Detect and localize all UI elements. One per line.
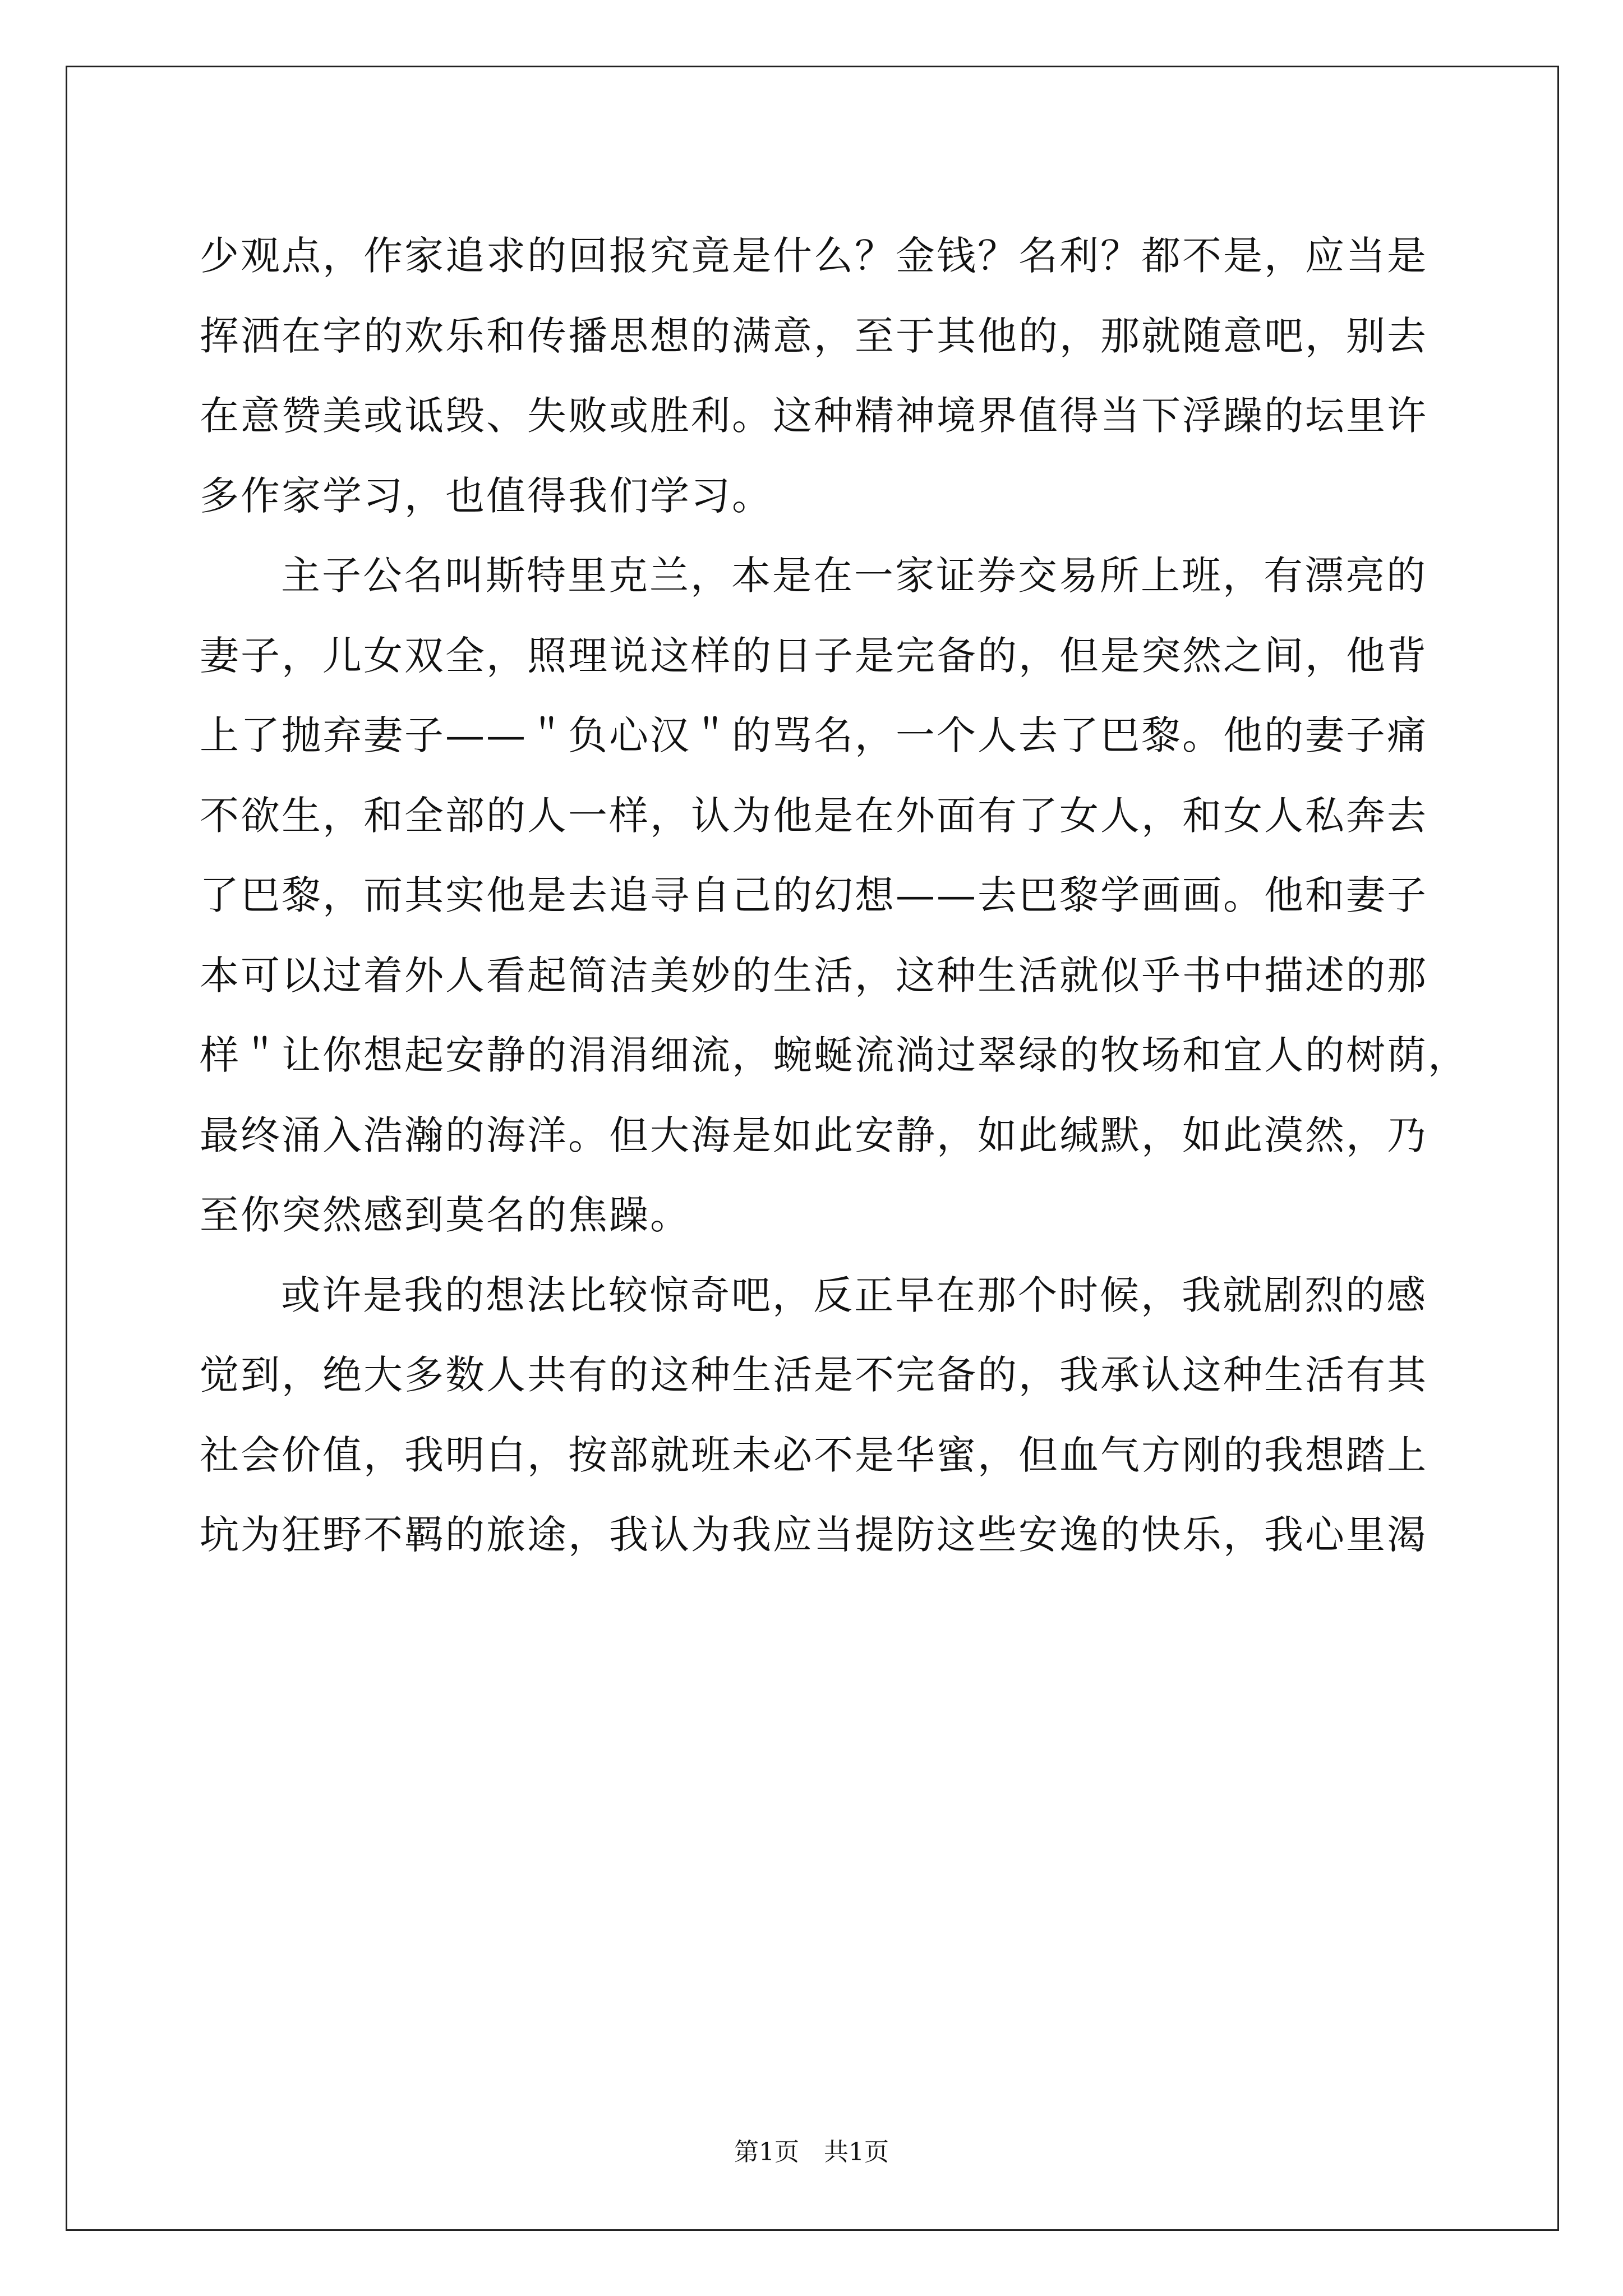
text-line: 坑为狂野不羁的旅途，我认为我应当提防这些安逸的快乐，我心里渴: [200, 1512, 1428, 1558]
page-footer: 第1页 共1页: [734, 2138, 889, 2166]
text-line: 样＂让你想起安静的涓涓细流，蜿蜒流淌过翠绿的牧场和宜人的树荫，: [200, 1032, 1469, 1078]
document-body: [200, 216, 1469, 1575]
text-line: 或许是我的想法比较惊奇吧，反正早在那个时候，我就剧烈的感: [281, 1272, 1427, 1318]
paragraph: [200, 216, 1433, 536]
text-line: 多作家学习，也值得我们学习。: [200, 472, 773, 519]
text-line: 挥洒在字的欢乐和传播思想的满意，至于其他的，那就随意吧，别去: [200, 312, 1428, 359]
text-line: 不欲生，和全部的人一样，认为他是在外面有了女人，和女人私奔去: [200, 792, 1428, 839]
text-line: 主子公名叫斯特里克兰，本是在一家证券交易所上班，有漂亮的: [281, 553, 1427, 599]
text-line: 至你突然感到莫名的焦躁。: [200, 1192, 691, 1238]
text-line: 少观点，作家追求的回报究竟是什么？金钱？名利？都不是，应当是: [200, 233, 1428, 279]
paragraph: [200, 1255, 1433, 1575]
text-line: 觉到，绝大多数人共有的这种生活是不完备的，我承认这种生活有其: [200, 1352, 1428, 1398]
text-line: 最终涌入浩瀚的海洋。但大海是如此安静，如此缄默，如此漠然，乃: [200, 1112, 1428, 1158]
text-line: 妻子，儿女双全，照理说这样的日子是完备的，但是突然之间，他背: [200, 632, 1428, 679]
text-line: 社会价值，我明白，按部就班未必不是华蜜，但血气方刚的我想踏上: [200, 1432, 1428, 1478]
text-line: 在意赞美或诋毁、失败或胜利。这种精神境界值得当下浮躁的坛里许: [200, 393, 1428, 439]
text-line: 本可以过着外人看起简洁美妙的生活，这种生活就似乎书中描述的那: [200, 952, 1428, 999]
paragraph: [200, 536, 1469, 1255]
text-line: 了巴黎，而其实他是去追寻自己的幻想——去巴黎学画画。他和妻子: [200, 872, 1428, 918]
text-line: 上了抛弃妻子——＂负心汉＂的骂名，一个人去了巴黎。他的妻子痛: [200, 712, 1428, 758]
